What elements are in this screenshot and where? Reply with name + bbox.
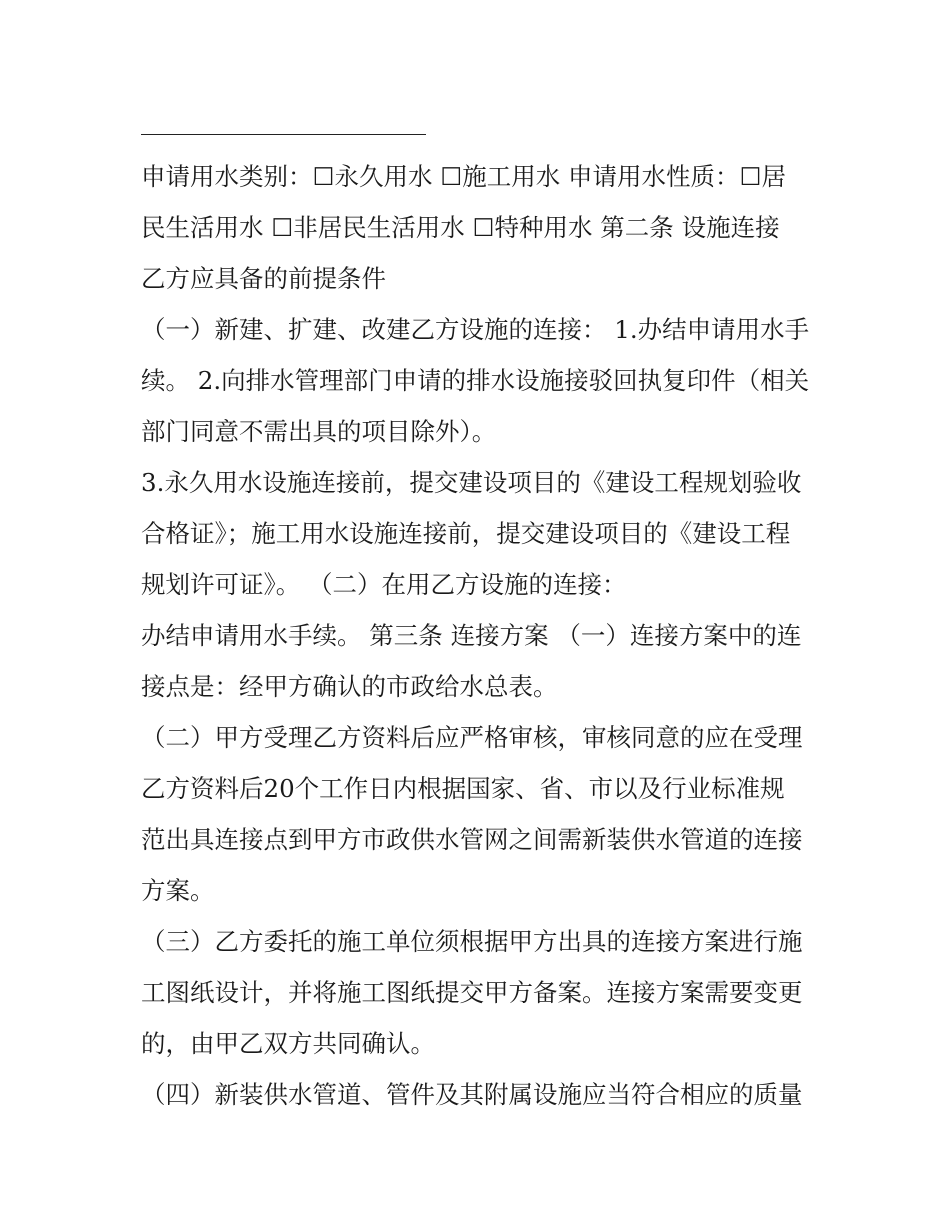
text-line: （一）新建、扩建、改建乙方设施的连接： 1.办结申请用水手 [141,315,810,344]
text-line: 乙方应具备的前提条件 [141,264,386,293]
text-line: （三）乙方委托的施工单位须根据甲方出具的连接方案进行施 [141,927,803,956]
text-line: 乙方资料后20个工作日内根据国家、省、市以及行业标准规 [141,774,785,803]
text-line: 范出具连接点到甲方市政供水管网之间需新装供水管道的连接 [141,825,803,854]
text-line: 3.永久用水设施连接前，提交建设项目的《建设工程规划验收 [141,468,802,497]
fill-in-underline [141,134,426,135]
text-line: 申请用水类别：☐永久用水 ☐施工用水 申请用水性质：☐居 [141,162,786,191]
text-line: 接点是：经甲方确认的市政给水总表。 [141,672,558,701]
text-line: 的，由甲乙双方共同确认。 [141,1029,435,1058]
text-line: 部门同意不需出具的项目除外）。 [141,417,497,446]
text-line: （二）甲方受理乙方资料后应严格审核，审核同意的应在受理 [141,723,803,752]
text-line: 办结申请用水手续。 第三条 连接方案 （一）连接方案中的连 [141,621,802,650]
text-line: （四）新装供水管道、管件及其附属设施应当符合相应的质量 [141,1080,803,1109]
text-line: 方案。 [141,876,215,905]
text-line: 规划许可证》。 （二）在用乙方设施的连接： [141,570,627,599]
text-line: 续。 2.向排水管理部门申请的排水设施接驳回执复印件（相关 [141,366,810,395]
text-line: 民生活用水 ☐非居民生活用水 ☐特种用水 第二条 设施连接 [141,213,780,242]
text-line: 合格证》；施工用水设施连接前，提交建设项目的《建设工程 [141,519,791,548]
document-body [141,151,813,1120]
text-line: 工图纸设计，并将施工图纸提交甲方备案。连接方案需要变更 [141,978,803,1007]
